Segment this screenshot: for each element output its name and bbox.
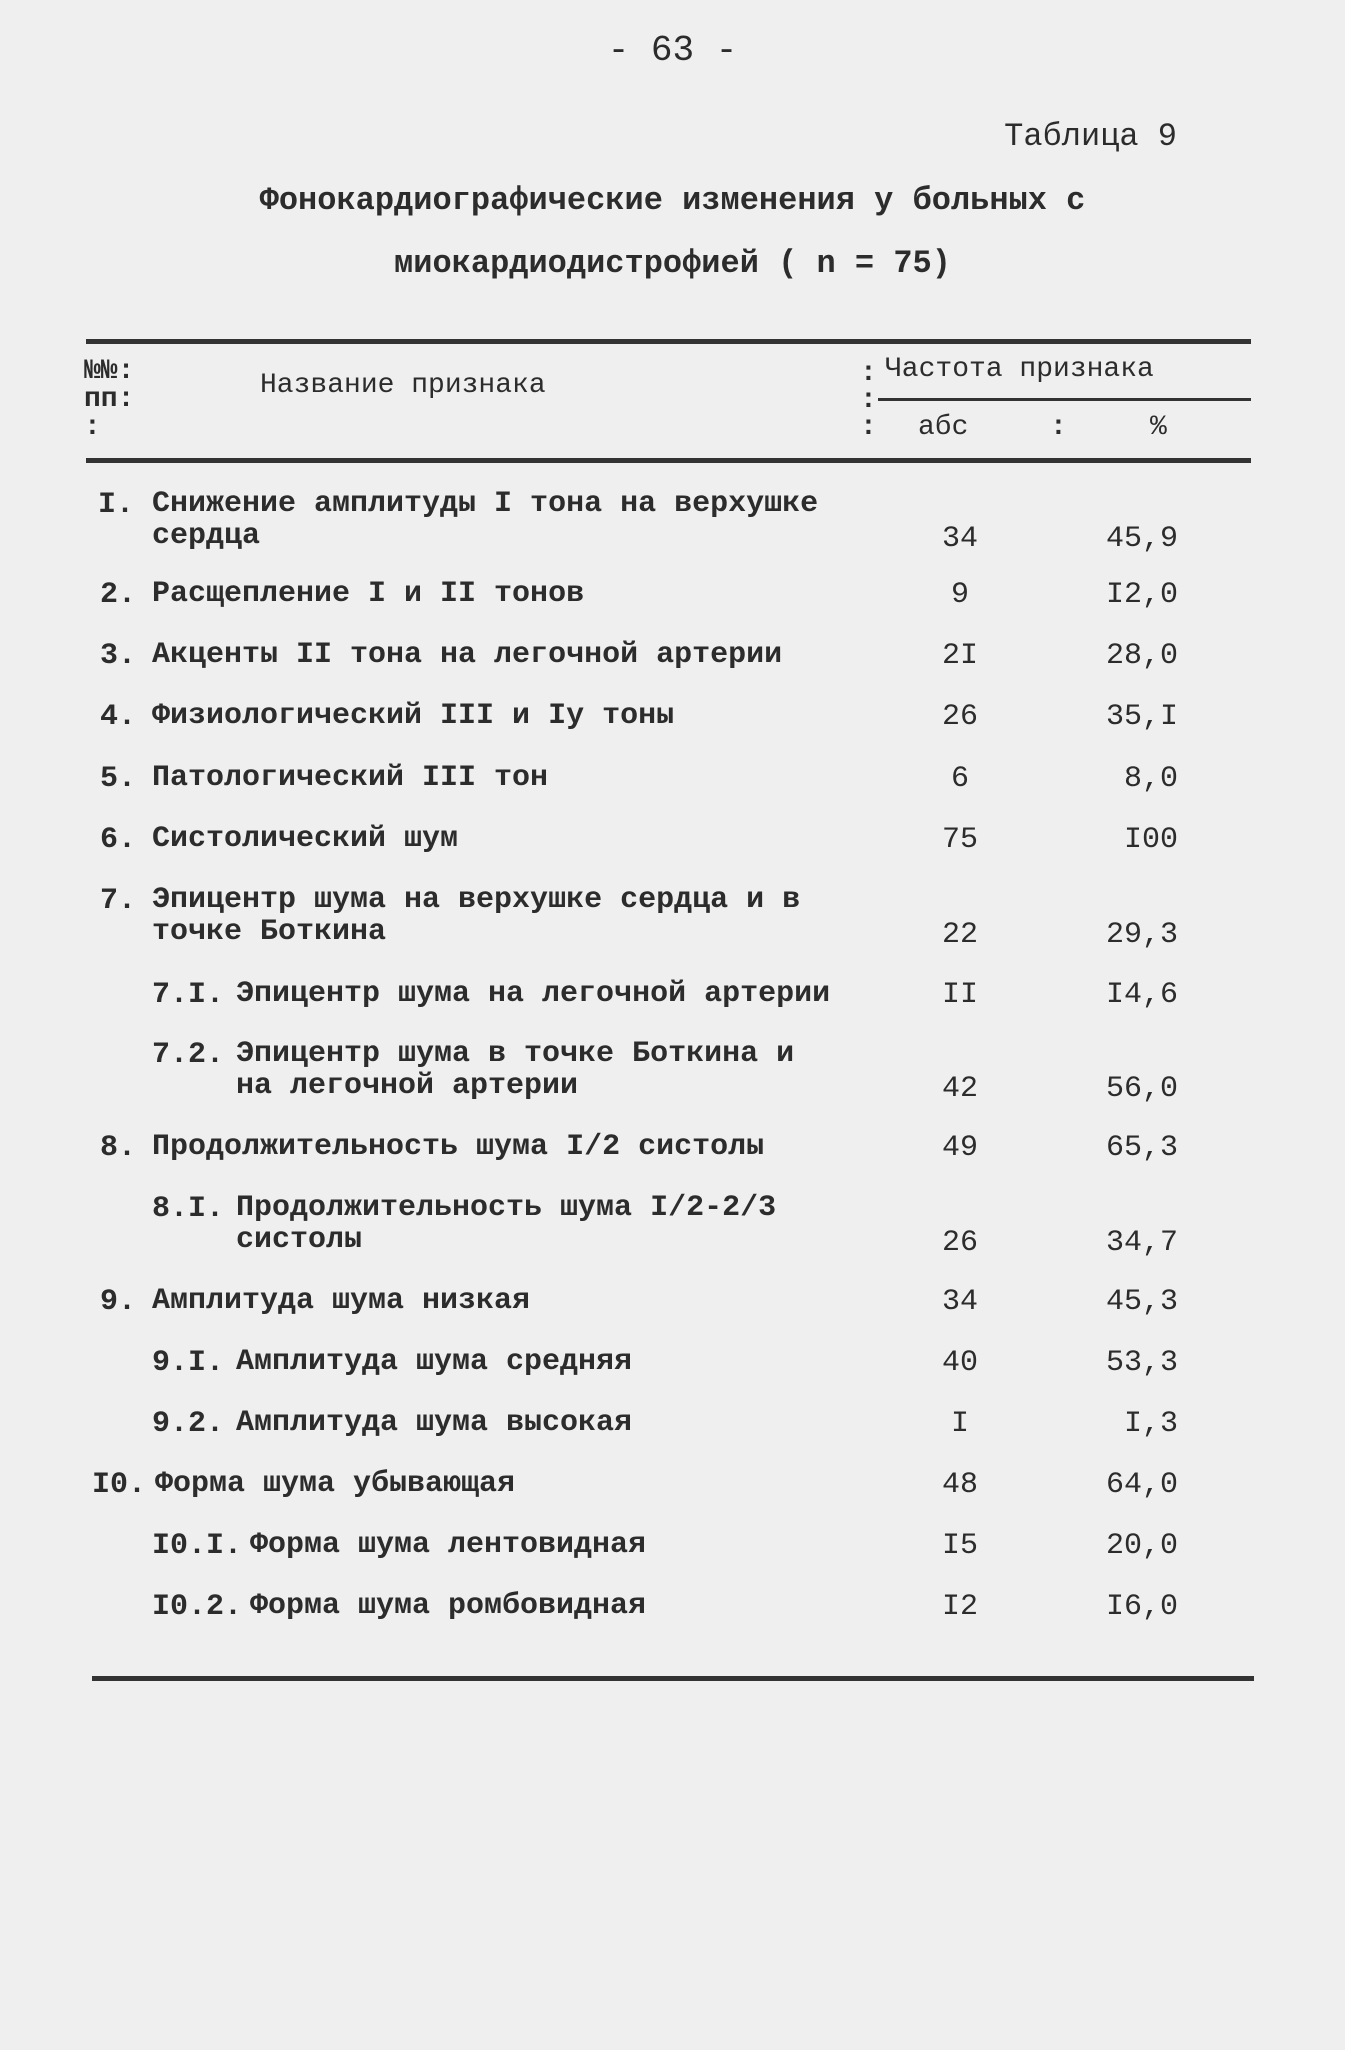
row-number: 3. — [100, 639, 137, 673]
row-abs-value: 49 — [941, 1131, 978, 1165]
row-number: I0.2. — [152, 1590, 243, 1624]
table-top-rule — [86, 339, 1251, 344]
row-abs-value: 26 — [941, 700, 978, 734]
row-abs-value: 6 — [950, 762, 969, 796]
row-percent-value: 65,3 — [1105, 1131, 1178, 1165]
row-feature-name: Амплитуда шума низкая — [152, 1284, 531, 1318]
row-number: I0. — [92, 1468, 147, 1502]
row-feature-name: Продолжительность шума I/2-2/3 систолы — [236, 1191, 777, 1257]
row-abs-value: 9 — [950, 578, 969, 612]
row-feature-name: Амплитуда шума средняя — [236, 1345, 633, 1379]
row-abs-value: 22 — [941, 918, 978, 952]
row-percent-value: 29,3 — [1105, 918, 1178, 952]
row-percent-value: I2,0 — [1105, 578, 1178, 612]
page-number: - 63 - — [607, 30, 738, 71]
row-percent-value: 20,0 — [1105, 1529, 1178, 1563]
header-percent: % — [1150, 412, 1167, 443]
row-abs-value: 34 — [941, 1285, 978, 1319]
row-percent-value: I,3 — [1123, 1407, 1178, 1441]
header-inner-rule — [878, 398, 1251, 401]
row-percent-value: 64,0 — [1105, 1468, 1178, 1502]
row-percent-value: I6,0 — [1105, 1590, 1178, 1624]
row-feature-name: Систолический шум — [152, 822, 459, 856]
row-number: 2. — [100, 578, 137, 612]
row-abs-value: 48 — [941, 1468, 978, 1502]
row-abs-value: 42 — [941, 1072, 978, 1106]
row-number: 7. — [100, 884, 137, 918]
row-percent-value: 35,I — [1105, 700, 1178, 734]
row-abs-value: I5 — [941, 1529, 978, 1563]
row-percent-value: 8,0 — [1123, 762, 1178, 796]
row-abs-value: II — [941, 978, 978, 1012]
row-abs-value: 34 — [941, 522, 978, 556]
row-feature-name: Продолжительность шума I/2 систолы — [152, 1130, 765, 1164]
row-feature-name: Патологический III тон — [152, 761, 549, 795]
row-percent-value: I4,6 — [1105, 978, 1178, 1012]
header-num-column: №№: пп: : — [84, 356, 135, 443]
row-feature-name: Эпицентр шума на легочной артерии — [236, 977, 831, 1011]
row-abs-value: I2 — [941, 1590, 978, 1624]
row-number: 8. — [100, 1131, 137, 1165]
row-percent-value: I00 — [1123, 823, 1178, 857]
row-abs-value: I — [950, 1407, 969, 1441]
row-number: 7.2. — [152, 1038, 225, 1072]
row-feature-name: Снижение амплитуды I тона на верхушке сердца — [152, 487, 819, 553]
row-feature-name: Акценты II тона на легочной артерии — [152, 638, 783, 672]
row-feature-name: Эпицентр шума на верхушке сердца и в точке Боткина — [152, 883, 801, 949]
row-abs-value: 26 — [941, 1226, 978, 1260]
row-feature-name: Расщепление I и II тонов — [152, 577, 585, 611]
row-percent-value: 28,0 — [1105, 639, 1178, 673]
row-percent-value: 34,7 — [1105, 1226, 1178, 1260]
header-separator: : — [860, 412, 877, 443]
row-number: 9.2. — [152, 1407, 225, 1441]
table-bottom-rule — [92, 1676, 1254, 1681]
header-abs: абс — [918, 412, 969, 443]
row-number: 9.I. — [152, 1346, 225, 1380]
table-title-line2: миокардиодистрофией ( n = 75) — [394, 245, 951, 282]
row-percent-value: 45,9 — [1105, 522, 1178, 556]
row-number: 8.I. — [152, 1192, 225, 1226]
row-number: 5. — [100, 762, 137, 796]
header-abs-separator: : — [1050, 412, 1067, 443]
row-number: 6. — [100, 823, 137, 857]
row-abs-value: 2I — [941, 639, 978, 673]
row-feature-name: Форма шума лентовидная — [250, 1528, 647, 1562]
row-percent-value: 45,3 — [1105, 1285, 1178, 1319]
row-feature-name: Эпицентр шума в точке Боткина и на легочной артерии — [236, 1037, 795, 1103]
row-number: 4. — [100, 700, 137, 734]
row-feature-name: Форма шума ромбовидная — [250, 1589, 647, 1623]
row-number: 9. — [100, 1285, 137, 1319]
row-percent-value: 53,3 — [1105, 1346, 1178, 1380]
header-bottom-rule — [86, 458, 1251, 463]
header-name-column: Название признака — [260, 370, 546, 401]
row-feature-name: Амплитуда шума высокая — [236, 1406, 633, 1440]
row-abs-value: 75 — [941, 823, 978, 857]
row-number: 7.I. — [152, 978, 225, 1012]
row-feature-name: Форма шума убывающая — [155, 1467, 516, 1501]
row-abs-value: 40 — [941, 1346, 978, 1380]
row-number: I0.I. — [152, 1529, 243, 1563]
row-percent-value: 56,0 — [1105, 1072, 1178, 1106]
header-separator: : — [860, 385, 877, 416]
table-label: Таблица 9 — [1004, 118, 1177, 155]
header-frequency: Частота признака — [885, 354, 1154, 385]
header-separator: : — [860, 358, 877, 389]
row-number: I. — [98, 488, 135, 522]
table-title-line1: Фонокардиографические изменения у больных с — [259, 182, 1086, 219]
row-feature-name: Физиологический III и Iу тоны — [152, 699, 675, 733]
